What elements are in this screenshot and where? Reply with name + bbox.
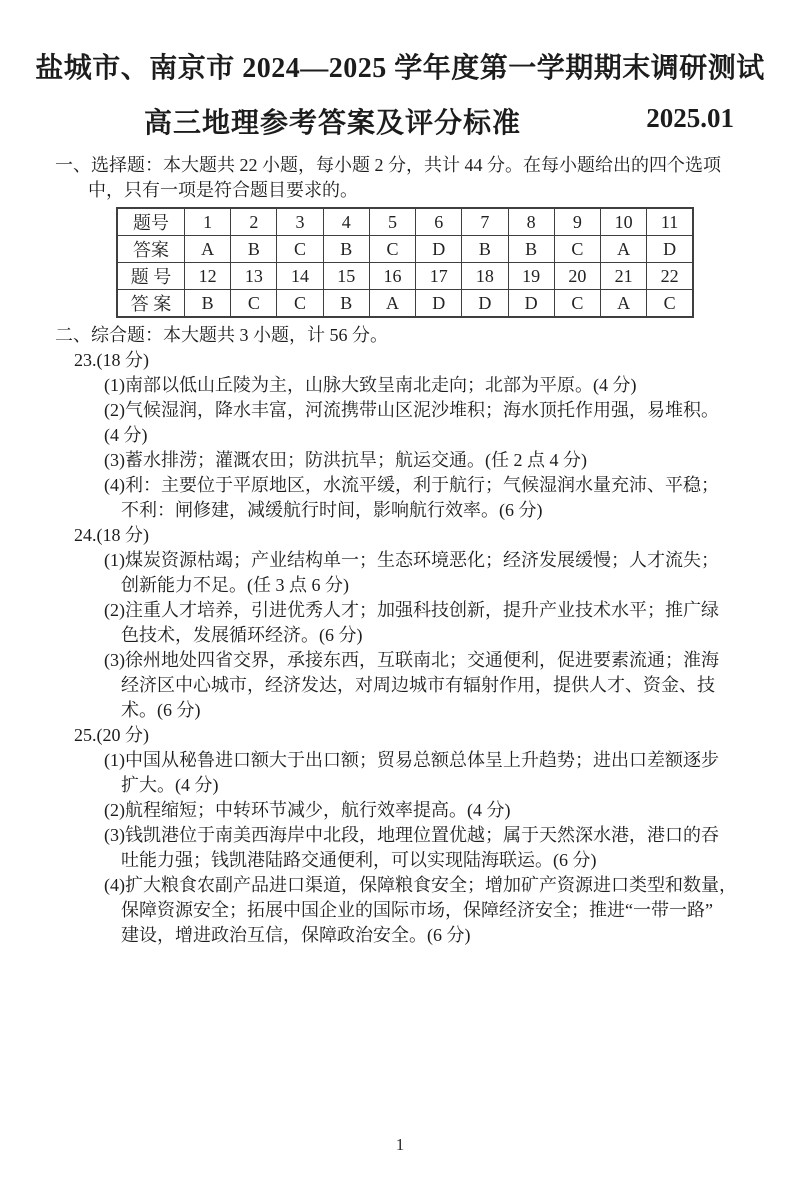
answer-table-row-label: 题 号 bbox=[117, 263, 185, 290]
answer-table-cell: 13 bbox=[231, 263, 277, 290]
answer-table-cell: D bbox=[416, 236, 462, 263]
answer-table-cell: D bbox=[647, 236, 693, 263]
answer-table-row-label: 答 案 bbox=[117, 290, 185, 318]
answer-table-cell: A bbox=[600, 236, 646, 263]
q24-answer-3-wrap1: 经济区中心城市，经济发达，对周边城市有辐射作用，提供人才、资金、技 bbox=[121, 675, 715, 695]
answer-table-cell: A bbox=[600, 290, 646, 318]
document-title: 盐城市、南京市 2024—2025 学年度第一学期期末调研测试 bbox=[35, 53, 765, 84]
q25-answer-1-wrap: 扩大。(4 分) bbox=[121, 775, 219, 795]
answer-table-cell: B bbox=[508, 236, 554, 263]
answer-table-cell: 7 bbox=[462, 208, 508, 236]
answer-table-cell: 4 bbox=[323, 208, 369, 236]
q24-answer-1-wrap: 创新能力不足。(任 3 点 6 分) bbox=[121, 575, 349, 595]
answer-table-cell: B bbox=[323, 236, 369, 263]
answer-table-cell: D bbox=[508, 290, 554, 318]
answer-table-cell: D bbox=[462, 290, 508, 318]
q23-answer-1: (1)南部以低山丘陵为主，山脉大致呈南北走向；北部为平原。(4 分) bbox=[104, 375, 637, 395]
answer-table-cell: B bbox=[231, 236, 277, 263]
q24-answer-2: (2)注重人才培养，引进优秀人才；加强科技创新，提升产业技术水平；推广绿 bbox=[104, 600, 719, 620]
q23-answer-3: (3)蓄水排涝；灌溉农田；防洪抗旱；航运交通。(任 2 点 4 分) bbox=[104, 450, 587, 470]
q25-answer-1: (1)中国从秘鲁进口额大于出口额；贸易总额总体呈上升趋势；进出口差额逐步 bbox=[104, 750, 719, 770]
answer-table-cell: 2 bbox=[231, 208, 277, 236]
answer-table-cell: B bbox=[323, 290, 369, 318]
answer-table-cell: B bbox=[462, 236, 508, 263]
answer-table-cell: 6 bbox=[416, 208, 462, 236]
answer-table-cell: 5 bbox=[369, 208, 415, 236]
choice-section-intro bbox=[0, 153, 800, 203]
answer-table-cell: A bbox=[185, 236, 231, 263]
answer-table bbox=[116, 207, 694, 318]
answer-table-cell: 12 bbox=[185, 263, 231, 290]
answer-table-body bbox=[117, 208, 693, 317]
q24-answer-2-wrap: 色技术，发展循环经济。(6 分) bbox=[121, 625, 363, 645]
answer-table-cell: 20 bbox=[554, 263, 600, 290]
answer-table-cell: 15 bbox=[323, 263, 369, 290]
answer-table-cell: D bbox=[416, 290, 462, 318]
answer-table-cell: 10 bbox=[600, 208, 646, 236]
answer-table-cell: B bbox=[185, 290, 231, 318]
answer-table-cell: 19 bbox=[508, 263, 554, 290]
q25-answer-3-wrap: 吐能力强；钱凯港陆路交通便利，可以实现陆海联运。(6 分) bbox=[121, 850, 597, 870]
answer-table-cell: A bbox=[369, 290, 415, 318]
q23-answer-2-wrap: (4 分) bbox=[104, 425, 148, 445]
choice-section-heading: 一、选择题：本大题共 22 小题，每小题 2 分，共计 44 分。在每小题给出的四个选项 bbox=[55, 155, 721, 175]
answer-table-row bbox=[117, 208, 693, 236]
answer-table-cell: C bbox=[554, 290, 600, 318]
comprehensive-section-heading: 二、综合题：本大题共 3 小题，计 56 分。 bbox=[55, 325, 388, 345]
answer-table-row bbox=[117, 263, 693, 290]
q25-answer-4: (4)扩大粮食农副产品进口渠道，保障粮食安全；增加矿产资源进口类型和数量， bbox=[104, 875, 737, 895]
answer-table-cell: C bbox=[554, 236, 600, 263]
answer-table-row bbox=[117, 290, 693, 318]
q23-answer-4-wrap: 不利：闸修建，减缓航行时间，影响航行效率。(6 分) bbox=[121, 500, 543, 520]
answer-table-cell: 9 bbox=[554, 208, 600, 236]
answer-table-cell: C bbox=[231, 290, 277, 318]
answer-table-cell: 17 bbox=[416, 263, 462, 290]
q25-answer-4-wrap1: 保障资源安全；拓展中国企业的国际市场，保障经济安全；推进“一带一路” bbox=[121, 900, 713, 920]
comprehensive-section bbox=[0, 323, 800, 948]
answer-table-cell: C bbox=[647, 290, 693, 318]
question-25-header: 25.(20 分) bbox=[74, 725, 149, 745]
answer-table-row-label: 答案 bbox=[117, 236, 185, 263]
subtitle-row bbox=[0, 101, 800, 139]
answer-table-cell: C bbox=[277, 236, 323, 263]
question-24-header: 24.(18 分) bbox=[74, 525, 149, 545]
q23-answer-4: (4)利：主要位于平原地区，水流平缓，利于航行；气候湿润水量充沛、平稳； bbox=[104, 475, 719, 495]
answer-table-cell: 22 bbox=[647, 263, 693, 290]
document-subtitle: 高三地理参考答案及评分标准 bbox=[144, 108, 522, 139]
answer-table-cell: 14 bbox=[277, 263, 323, 290]
answer-table-cell: 21 bbox=[600, 263, 646, 290]
q25-answer-4-wrap2: 建设，增进政治互信，保障政治安全。(6 分) bbox=[121, 925, 471, 945]
answer-table-cell: C bbox=[369, 236, 415, 263]
q24-answer-1: (1)煤炭资源枯竭；产业结构单一；生态环境恶化；经济发展缓慢；人才流失； bbox=[104, 550, 719, 570]
answer-table-row-label: 题号 bbox=[117, 208, 185, 236]
answer-table-cell: 8 bbox=[508, 208, 554, 236]
q23-answer-2: (2)气候湿润，降水丰富，河流携带山区泥沙堆积；海水顶托作用强，易堆积。 bbox=[104, 400, 719, 420]
answer-table-cell: 3 bbox=[277, 208, 323, 236]
q25-answer-2: (2)航程缩短；中转环节减少，航行效率提高。(4 分) bbox=[104, 800, 511, 820]
answer-table-cell: 1 bbox=[185, 208, 231, 236]
exam-date: 2025.01 bbox=[646, 103, 734, 133]
question-23-header: 23.(18 分) bbox=[74, 350, 149, 370]
answer-table-cell: 18 bbox=[462, 263, 508, 290]
answer-table-cell: C bbox=[277, 290, 323, 318]
q24-answer-3-wrap2: 术。(6 分) bbox=[121, 700, 201, 720]
q24-answer-3: (3)徐州地处四省交界，承接东西，互联南北；交通便利，促进要素流通；淮海 bbox=[104, 650, 719, 670]
page-number: 1 bbox=[395, 1135, 405, 1154]
answer-table-cell: 16 bbox=[369, 263, 415, 290]
document-page bbox=[0, 46, 800, 1177]
choice-section-heading-wrap: 中，只有一项是符合题目要求的。 bbox=[88, 180, 358, 200]
answer-table-cell: 11 bbox=[647, 208, 693, 236]
answer-table-row bbox=[117, 236, 693, 263]
q25-answer-3: (3)钱凯港位于南美西海岸中北段，地理位置优越；属于天然深水港，港口的吞 bbox=[104, 825, 719, 845]
